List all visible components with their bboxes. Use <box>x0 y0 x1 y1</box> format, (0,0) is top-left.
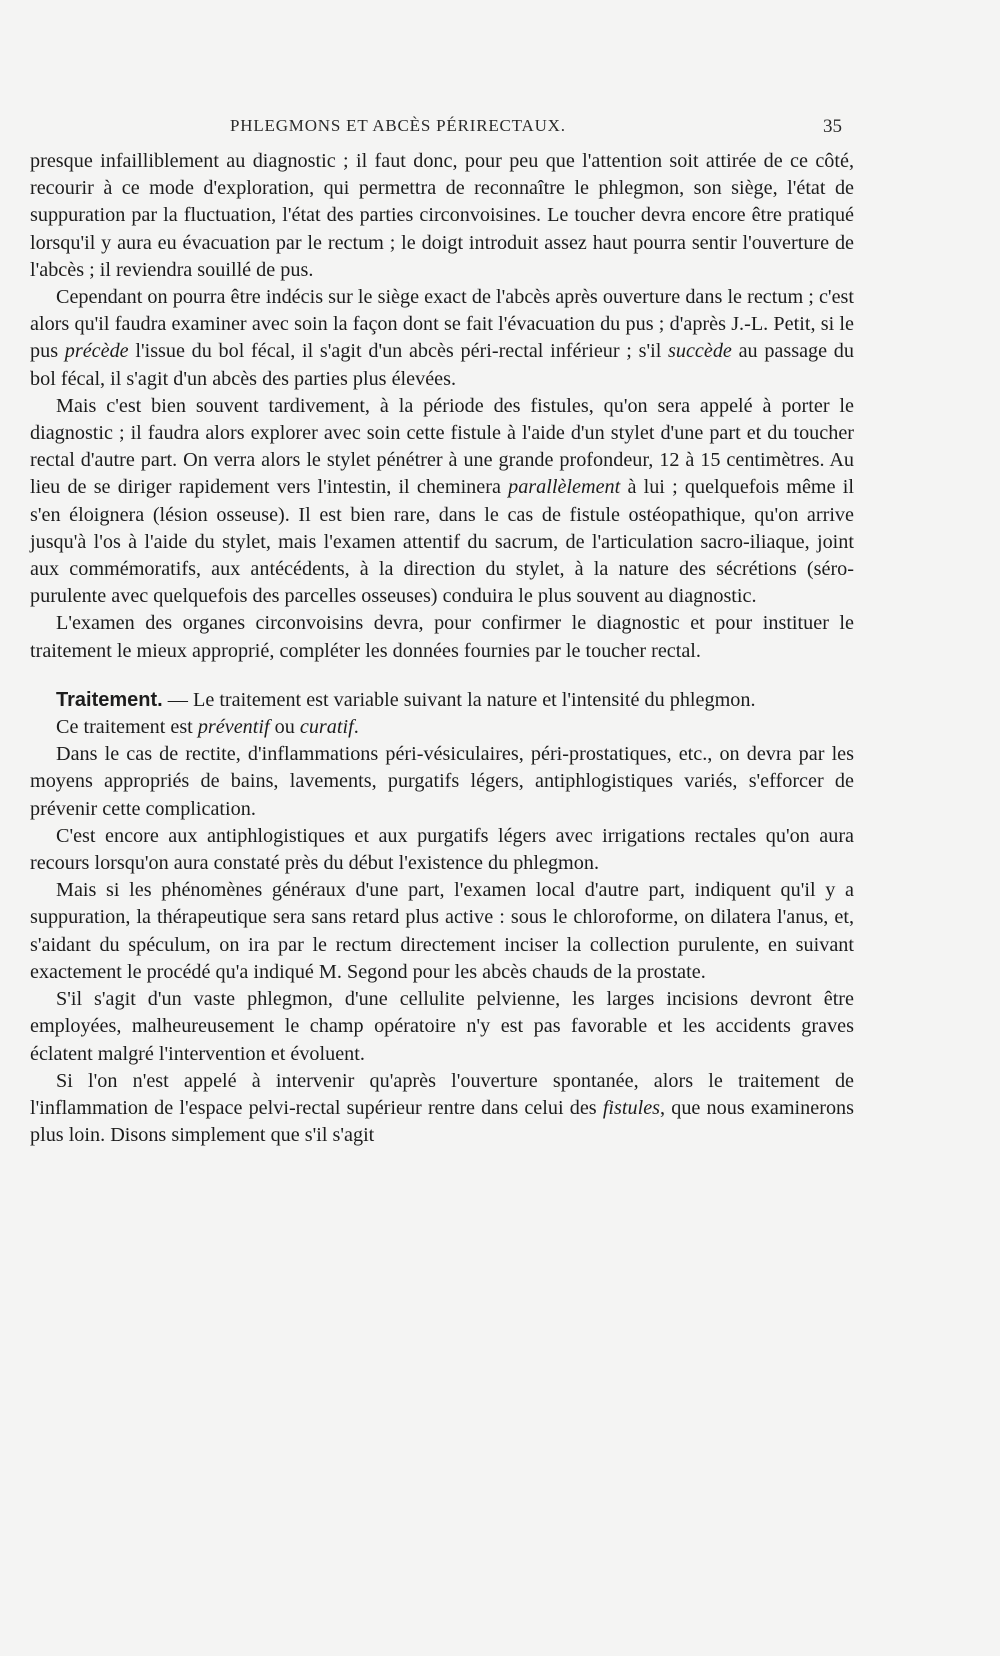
paragraph-traitement-text: — Le traitement est variable suivant la nature et l'intensité du phlegmon. <box>162 688 756 711</box>
paragraph-2-italic-succede: succède <box>668 340 732 363</box>
body-text <box>30 148 854 1149</box>
paragraph-11-italic-fistules: fistules <box>602 1096 661 1119</box>
paragraph-2 <box>30 284 854 393</box>
paragraph-2-text-c: au passage du bol fécal, il s'agit d'un abcès des parties plus élevées. <box>30 340 854 390</box>
paragraph-1: presque infailliblement au diagnostic ; il faut donc, pour peu que l'attention soit attirée de ce côté, recourir à ce mode d'exploration, qui permettra de reconnaître le phlegmon, son siège, l'état de suppuration par la fluctuation, l'état des parties circonvoisines. Le toucher devra encore être pratiqué lorsqu'il y aura eu évacuation par le rectum ; le doigt introduit assez haut pourra sentir l'ouverture de l'abcès ; il reviendra souillé de pus. <box>30 150 854 281</box>
page-number: 35 <box>823 116 842 137</box>
paragraph-6-italic-curatif: curatif <box>299 716 354 739</box>
paragraph-11-text-b: , que nous examinerons plus loin. Disons simplement que s'il s'agit <box>30 1096 854 1147</box>
paragraph-2-text-b: l'issue du bol fécal, il s'agit d'un abcès péri-rectal inférieur ; s'il <box>128 340 668 363</box>
paragraph-traitement <box>30 687 854 714</box>
paragraph-4: L'examen des organes circonvoisins devra, pour confirmer le diagnostic et pour instituer le traitement le mieux approprié, compléter les données fournies par le toucher rectal. <box>30 612 854 662</box>
paragraph-6-italic-preventif: préventif <box>197 716 270 739</box>
section-gap <box>30 665 854 687</box>
section-heading-traitement: Traitement. <box>56 688 163 711</box>
paragraph-2-text-a: Cependant on pourra être indécis sur le siège exact de l'abcès après ouverture dans le rectum ; c'est alors qu'il faudra examiner avec soin la façon dont se fait l'évacuation du pus ; d'après J.-L. Petit, si le pus <box>30 286 854 363</box>
paragraph-6-text-a: Ce traitement est <box>56 716 198 739</box>
paragraph-11-text-a: Si l'on n'est appelé à intervenir qu'après l'ouverture spontanée, alors le traitement de l'inflammation de l'espace pelvi-rectal supérieur rentre dans celui des <box>30 1069 854 1119</box>
paragraph-10: S'il s'agit d'un vaste phlegmon, d'une cellulite pelvienne, les larges incisions devront être employées, malheureusement le champ opératoire n'y est pas favorable et les accidents graves éclatent malgré l'intervention et évoluent. <box>30 988 854 1065</box>
paragraph-3-italic-parallelement: parallèlement <box>508 476 621 499</box>
paragraph-2-italic-precede: précède <box>64 340 129 363</box>
paragraph-3-text-a: Mais c'est bien souvent tardivement, à la période des fistules, qu'on sera appelé à porter le diagnostic ; il faudra alors explorer avec soin cette fistule à l'aide d'un stylet d'une part et du toucher rectal d'autre part. On verra alors le stylet pénétrer à une grande profondeur, 12 à 15 centimètres. Au lieu de se diriger rapidement vers l'intestin, il cheminera <box>30 394 854 499</box>
paragraph-3 <box>30 393 854 611</box>
running-title: PHLEGMONS ET ABCÈS PÉRIRECTAUX. <box>230 116 566 135</box>
paragraph-7: Dans le cas de rectite, d'inflammations péri-vésiculaires, péri-prostatiques, etc., on devra par les moyens appropriés de bains, lavements, purgatifs légers, antiphlogistiques variés, s'efforcer de prévenir cette complication. <box>30 743 854 820</box>
paragraph-3-text-b: à lui ; quelquefois même il s'en éloignera (lésion osseuse). Il est bien rare, dans le cas de fistule ostéopathique, qu'on arrive jusqu'à l'os à l'aide du stylet, mais l'examen attentif du sacrum, de l'articulation sacro-iliaque, joint aux commémoratifs, aux antécédents, à la direction du stylet, à la nature des sécrétions (séro-purulente avec quelquefois des parcelles osseuses) conduira le plus souvent au diagnostic. <box>30 476 854 608</box>
paragraph-6 <box>30 714 854 741</box>
paragraph-11 <box>30 1068 854 1150</box>
paragraph-6-text-b: ou <box>269 716 300 739</box>
paragraph-9: Mais si les phénomènes généraux d'une part, l'examen local d'autre part, indiquent qu'il y a suppuration, la thérapeutique sera sans retard plus active : sous le chloroforme, on dilatera l'anus, et, s'aidant du spéculum, on ira par le rectum directement inciser la collection purulente, en suivant exactement le procédé qu'a indiqué M. Segond pour les abcès chauds de la prostate. <box>30 879 854 983</box>
paragraph-8: C'est encore aux antiphlogistiques et aux purgatifs légers avec irrigations rectales qu'on aura recours lorsqu'on aura constaté près du début l'existence du phlegmon. <box>30 824 854 875</box>
paragraph-6-text-c: . <box>353 716 359 739</box>
